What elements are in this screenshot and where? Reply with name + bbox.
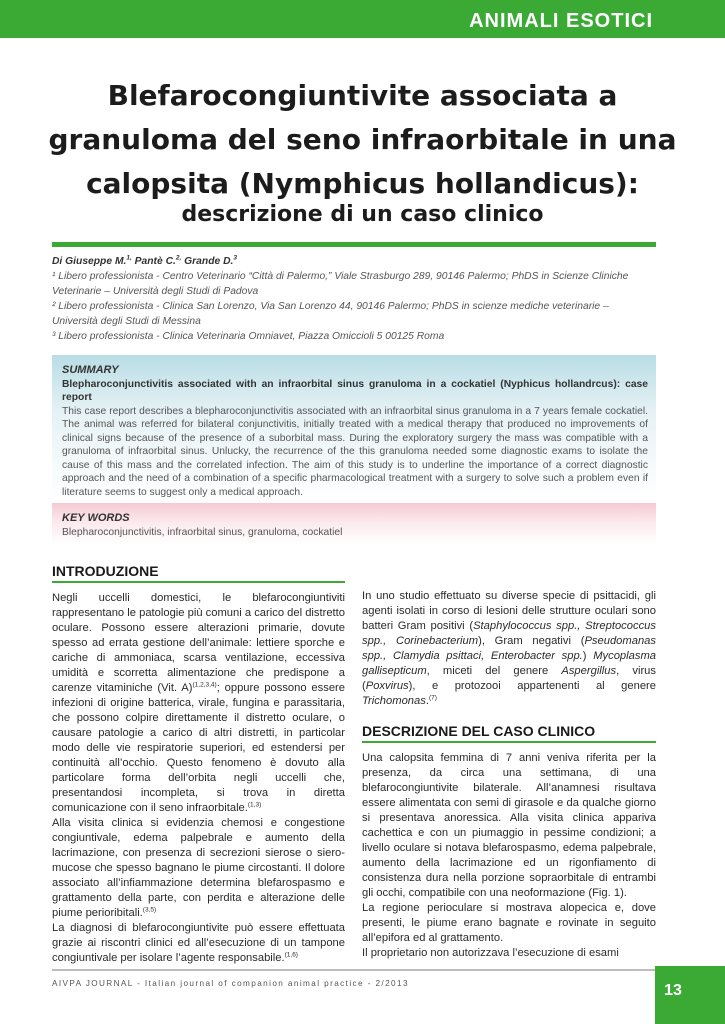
section-label: ANIMALI ESOTICI	[469, 10, 653, 32]
affiliation-2: ² Libero professionista - Clinica San Lorenzo, Via San Lorenzo 44, 90146 Palermo; PhDS in scienze mediche veterinarie – Università degli Studi di Messina	[52, 301, 609, 327]
left-column	[52, 562, 345, 966]
right-column	[362, 589, 656, 961]
case-paragraph-1: Una calopsita femmina di 7 anni veniva riferita per la presenza, da circa una settimana, di una blefarocongiuntivite bilaterale. All’anamnesi risultava essere alimentata con semi di girasole e da qualche giorno si presentava anoressica. Alla visita clinica appariva cachettica e con un piumaggio in pessime condizioni; a livello oculare si notava blefarospasmo, edema palpebrale, aumento della lacrimazione ed un rigonfiamento di consistenza dura nella porzione sopraorbitale di entrambi gli occhi, compatibile con una neoformazione (Fig. 1).	[362, 752, 656, 899]
article-title: Blefarocongiuntivite associata a granuloma del seno infraorbitale in una calopsita (Nymphicus hollandicus):	[48, 79, 677, 200]
page-number: 13	[664, 982, 682, 999]
affiliation-3: ³ Libero professionista - Clinica Veterinaria Omniavet, Piazza Omiccioli 5 00125 Roma	[52, 331, 445, 342]
heading-underline	[362, 741, 656, 743]
author-names: Di Giuseppe M.$^{1,}$ Pantè C.$^{2,}$ Grande D.$^3$	[52, 254, 237, 267]
title-divider	[52, 242, 656, 247]
journal-footer: AIVPA JOURNAL - Italian journal of companion animal practice - 2/2013	[52, 979, 409, 988]
keywords-heading: KEY WORDS	[62, 512, 130, 524]
agents-paragraph: In uno studio effettuato su diverse specie di psittacidi, gli agenti isolati in corso di lesioni delle strutture oculari sono batteri Gram positivi (Staphylococcus spp., Streptococcus spp., Corinebacterium), Gram negativi (Pseudomanas spp., Clamydia psittaci, Enterobacter spp.) Mycoplasma gallisepticum, miceti del genere Aspergillus, virus (Poxvirus), e protozooi appartenenti al genere Trichomonas.$^{(7)}$	[362, 590, 656, 707]
footer-divider	[52, 969, 656, 971]
intro-paragraph-3: La diagnosi di blefarocongiuntivite può essere effettuata grazie ai riscontri clinici ed all’esecuzione di un tampone congiuntivale per isolare l’agente responsabile.$^{(1,6)}$	[52, 922, 345, 964]
authors-block	[52, 254, 656, 344]
summary-box	[52, 355, 656, 500]
summary-subtitle: Blepharoconjunctivitis associated with an infraorbital sinus granuloma in a cockatiel (Nyphicus hollandrcus): case report	[62, 378, 648, 403]
intro-paragraph-2: Alla visita clinica si evidenzia chemosi e congestione congiuntivale, edema palpebrale e aumento della lacrimazione, con presenza di secrezioni sierose o siero-mucose che spesso bagnano le piume circostanti. Il dolore associato all’infiammazione determina blefarospasmo e grattamento della parte, con perdita e alterazione delle piume perioribitali.$^{(3,5)}$	[52, 817, 345, 919]
intro-paragraph-1: Negli uccelli domestici, le blefarocongiuntiviti rappresentano le patologie più comuni a carico del distretto oculare. Possono essere alterazioni primarie, dovute spesso ad errata gestione dell’animale: lettiere sporche e cariche di ammoniaca, scarsa ventilazione, eccessiva umidità e scorretta alimentazione che predispone a carenze vitaminiche (Vit. A)$^{(1,2,3,4)}$; oppure possono essere infezioni di origine batterica, virale, fungina e parassitaria, che possono colpire direttamente il distretto oculare, o causare patologie a carico di altri distretti, in particolar modo delle vie respiratorie superiori, ed estendersi per continuità all’occhio. Questo fenomeno è dovuto alla particolare forma dell’orbita negli uccelli che, presentandosi incompleta, si trova in diretta comunicazione con il seno infraorbitale.$^{(1,3)}$	[52, 592, 345, 814]
heading-underline	[52, 581, 345, 583]
intro-heading: INTRODUZIONE	[52, 563, 159, 579]
case-heading: DESCRIZIONE DEL CASO CLINICO	[362, 723, 596, 739]
page-number-box	[655, 966, 725, 1024]
keywords-box	[52, 503, 656, 545]
case-paragraph-2: La regione perioculare si mostrava alopecica e, dove presenti, le piume erano bagnate e rovinate in seguito all’epifora ed al grattamento.	[362, 902, 656, 944]
summary-heading: SUMMARY	[62, 364, 119, 376]
case-paragraph-3: Il proprietario non autorizzava l’esecuzione di esami	[362, 947, 619, 959]
article-subtitle: descrizione di un caso clinico	[181, 202, 544, 227]
summary-text: This case report describes a blepharoconjunctivitis associated with an infraorbital sinus granuloma in a 7 years female cockatiel. The animal was referred for bilateral conjunctivitis, initially treated with a medical therapy that produced no improvements of clinical signs because of the presence of a suborbital mass. During the exploratory surgery the mass was compatible with a granuloma of infraorbital sinus. Unlucky, the recurrence of the this granuloma needed some diagnostic exams to isolate the cause of this mass and the correlated infection. The aim of this study is to underline the importance of a correct diagnostic approach and the need of a combination of a specific pharmacological treatment with a surgery to solve such a problem even if literature seems to suggest only a medical approach.	[62, 405, 648, 498]
affiliation-1: ¹ Libero professionista - Centro Veterinario “Città di Palermo,” Viale Strasburgo 289, 90146 Palermo; PhDS in Scienze Cliniche Veterinarie – Università degli Studi di Padova	[52, 271, 629, 297]
keywords-text: Blepharoconjunctivitis, infraorbital sinus, granuloma, cockatiel	[62, 526, 343, 538]
